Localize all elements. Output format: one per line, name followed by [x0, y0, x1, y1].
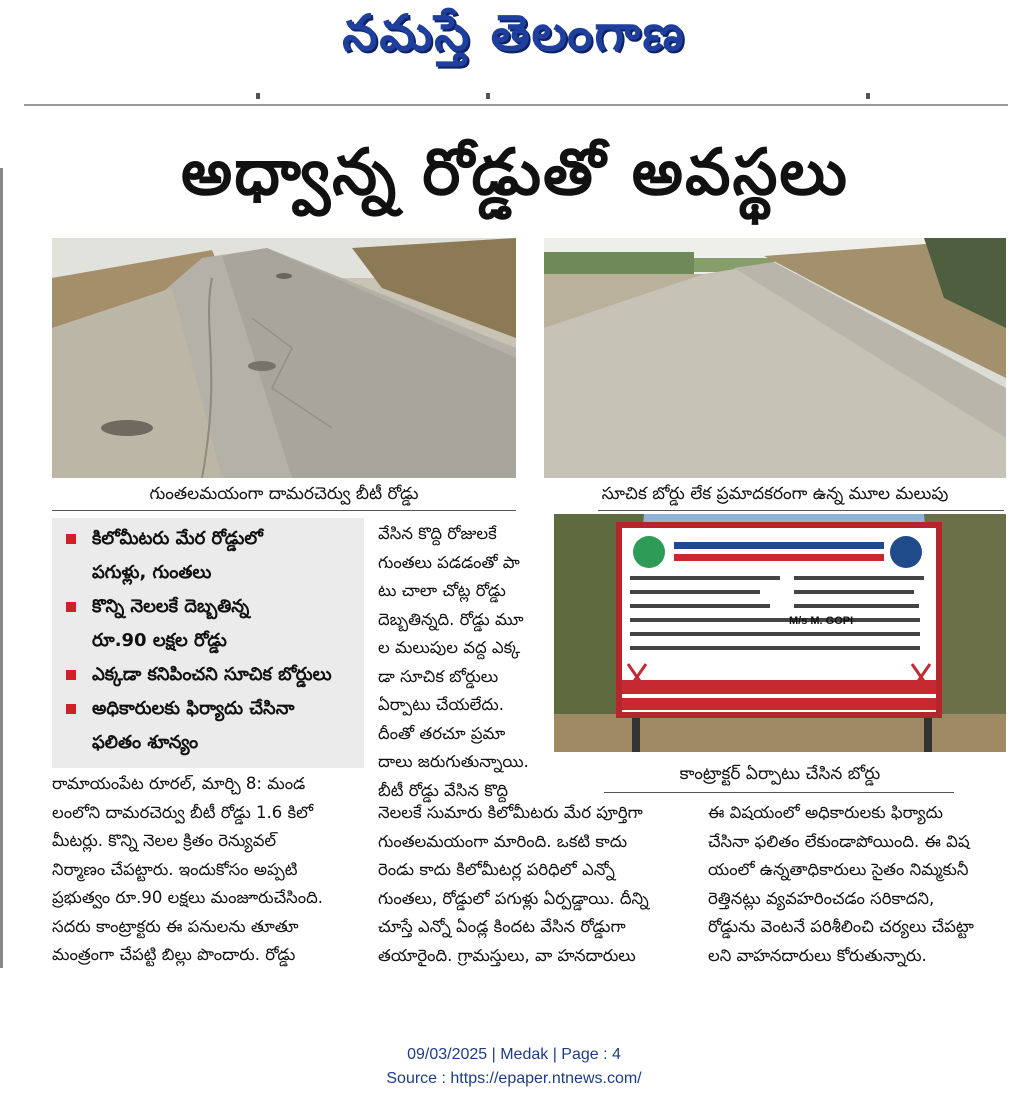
photo1-caption: గుంతలమయంగా దామరచెర్వు బీటీ రోడ్డు: [149, 484, 419, 504]
photo-road-curve: [544, 238, 1006, 478]
highlight-item: కొన్ని నెలలకే దెబ్బతిన్న: [66, 590, 354, 624]
photo3-caption: కాంట్రాక్టర్ ఏర్పాటు చేసిన బోర్డు: [679, 764, 881, 784]
photo-signboard: [554, 514, 1006, 752]
article-column-1: రామాయంపేట రూరల్, మార్చి 8: మండ లంలోని దామరచెర్వు బీటీ రోడ్డు 1.6 కిలో మీటర్లు. కొన్ని నెలల క్రితం రెన్యువల్ నిర్మాణం చేపట్టారు. ఇందుకోసం అప్పటి ప్రభుత్వం రూ.90 లక్షలు మంజూరుచేసింది. సదరు కాంట్రాక్టరు ఈ పనులను తూతూ మంత్రంగా చేపట్టి బిల్లు పొందారు. రోడ్డు: [52, 774, 324, 964]
highlight-item: ఫలితం శూన్యం: [92, 732, 199, 753]
top-rule: [24, 104, 1008, 106]
photo2-caption: సూచిక బోర్డు లేక ప్రమాదకరంగా ఉన్న మూల మలుపు: [601, 484, 949, 504]
left-margin-rule: [0, 168, 3, 968]
photo-damaged-road: [52, 238, 516, 478]
footer-date-edition: 09/03/2025 | Medak | Page : 4: [407, 1046, 621, 1063]
highlight-item: అధికారులకు ఫిర్యాదు చేసినా: [66, 692, 354, 726]
footer-source: Source : https://epaper.ntnews.com/: [386, 1070, 642, 1087]
caption-rule: [52, 510, 516, 511]
article-headline: అధ్వాన్న రోడ్డుతో అవస్థలు: [181, 136, 849, 210]
article-column-3: ఈ విషయంలో అధికారులకు ఫిర్యాదు చేసినా ఫలితం లేకుండాపోయింది. ఈ విష యంలో ఉన్నతాధికారులు సైతం నిమ్మకునీ రెత్తినట్లు వ్యవహరించడం సరికాదని, రోడ్డును వెంటనే పరిశీలించి చర్యలు చేపట్టా లని వాహనదారులు కోరుతున్నారు.: [708, 803, 974, 965]
article-column-2-bottom: నెలలకే సుమారు కిలోమీటరు మేర పూర్తిగా గుంతలమయంగా మారింది. ఒకటి కాదు రెండు కాదు కిలోమీటర్ల పరిధిలో ఎన్నో గుంతలు, రోడ్డులో పగుళ్లు ఏర్పడ్డాయి. దీన్ని చూస్తే ఎన్నో ఏండ్ల కిందట వేసిన రోడ్డుగా తయారైంది. గ్రామస్తులు, వా హనదారులు: [378, 803, 649, 965]
caption-rule: [598, 510, 1004, 511]
highlight-item: పగుళ్లు, గుంతలు: [92, 562, 212, 583]
caption-rule: [604, 792, 954, 793]
signboard-contractor: M/s M. GOPI: [789, 615, 854, 627]
newspaper-masthead: [0, 4, 1028, 76]
highlight-item: కిలోమీటరు మేర రోడ్డులో: [66, 522, 354, 556]
masthead-title: నమస్తే తెలంగాణ: [342, 4, 686, 62]
top-cut-marks: [24, 93, 1008, 103]
article-column-2-top: వేసిన కొద్ది రోజులకే గుంతలు పడడంతో పా టు చాలా చోట్ల రోడ్డు దెబ్బతిన్నది. రోడ్డు మూ ల మలుపుల వద్ద ఎక్క డా సూచిక బోర్డులు ఏర్పాటు చేయలేదు. దీంతో తరచూ ప్రమా దాలు జరుగుతున్నాయి. బీటీ రోడ్డు వేసిన కొద్ది: [378, 524, 529, 800]
highlight-item: రూ.90 లక్షల రోడ్డు: [92, 630, 227, 651]
highlight-item: ఎక్కడా కనిపించని సూచిక బోర్డులు: [66, 658, 354, 692]
highlights-box: [52, 518, 364, 768]
